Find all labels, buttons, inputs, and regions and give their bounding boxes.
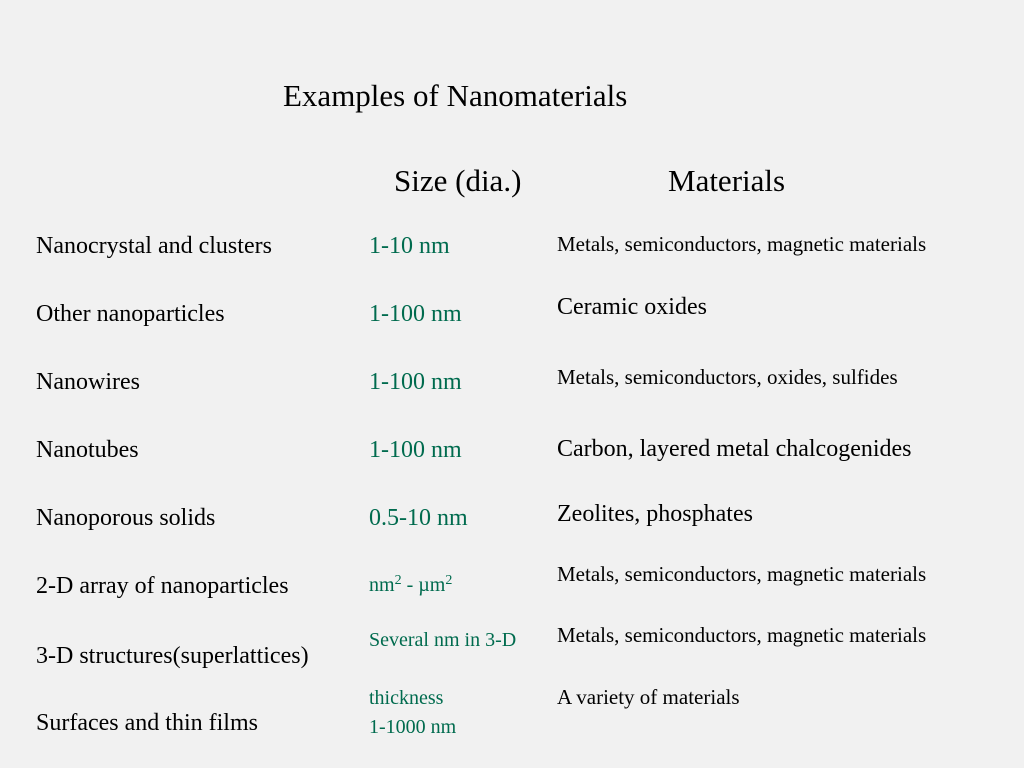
size-unit-a: nm — [369, 574, 395, 596]
row-category: 2-D array of nanoparticles — [36, 573, 289, 599]
row-materials: Carbon, layered metal chalcogenides — [557, 436, 912, 462]
row-materials: Metals, semiconductors, magnetic materials — [557, 232, 927, 256]
row-materials: Metals, semiconductors, oxides, sulfides — [557, 365, 898, 389]
size-separator: - — [401, 574, 419, 596]
row-category: Nanotubes — [36, 437, 139, 463]
row-category: Nanocrystal and clusters — [36, 233, 272, 259]
row-size: 1-10 nm — [369, 233, 450, 259]
row-materials: Zeolites, phosphates — [557, 501, 753, 527]
header-materials: Materials — [668, 163, 786, 198]
size-unit-b-exponent: 2 — [445, 573, 453, 588]
slide-title: Examples of Nanomaterials — [283, 78, 628, 113]
row-category: Surfaces and thin films — [36, 710, 258, 736]
size-line: thickness — [369, 687, 444, 709]
row-category: Other nanoparticles — [36, 301, 225, 327]
row-size: 0.5-10 nm — [369, 505, 468, 531]
row-category: Nanoporous solids — [36, 505, 216, 531]
row-category: Nanowires — [36, 369, 140, 395]
row-materials: A variety of materials — [557, 685, 740, 709]
size-line: 1-1000 nm — [369, 716, 457, 738]
row-size: 1-100 nm — [369, 301, 462, 327]
row-size: 1-100 nm — [369, 369, 462, 395]
row-category: 3-D structures(superlattices) — [36, 643, 309, 669]
row-size: 1-100 nm — [369, 437, 462, 463]
row-materials: Metals, semiconductors, magnetic materials — [557, 623, 927, 647]
header-size: Size (dia.) — [394, 163, 522, 198]
row-size — [369, 684, 456, 742]
row-materials: Ceramic oxides — [557, 294, 707, 320]
row-size: Several nm in 3-D — [369, 629, 517, 651]
row-size — [369, 572, 452, 598]
size-unit-b: µm — [418, 574, 446, 596]
size-unit-a-exponent: 2 — [394, 573, 402, 588]
row-materials: Metals, semiconductors, magnetic materials — [557, 562, 927, 586]
